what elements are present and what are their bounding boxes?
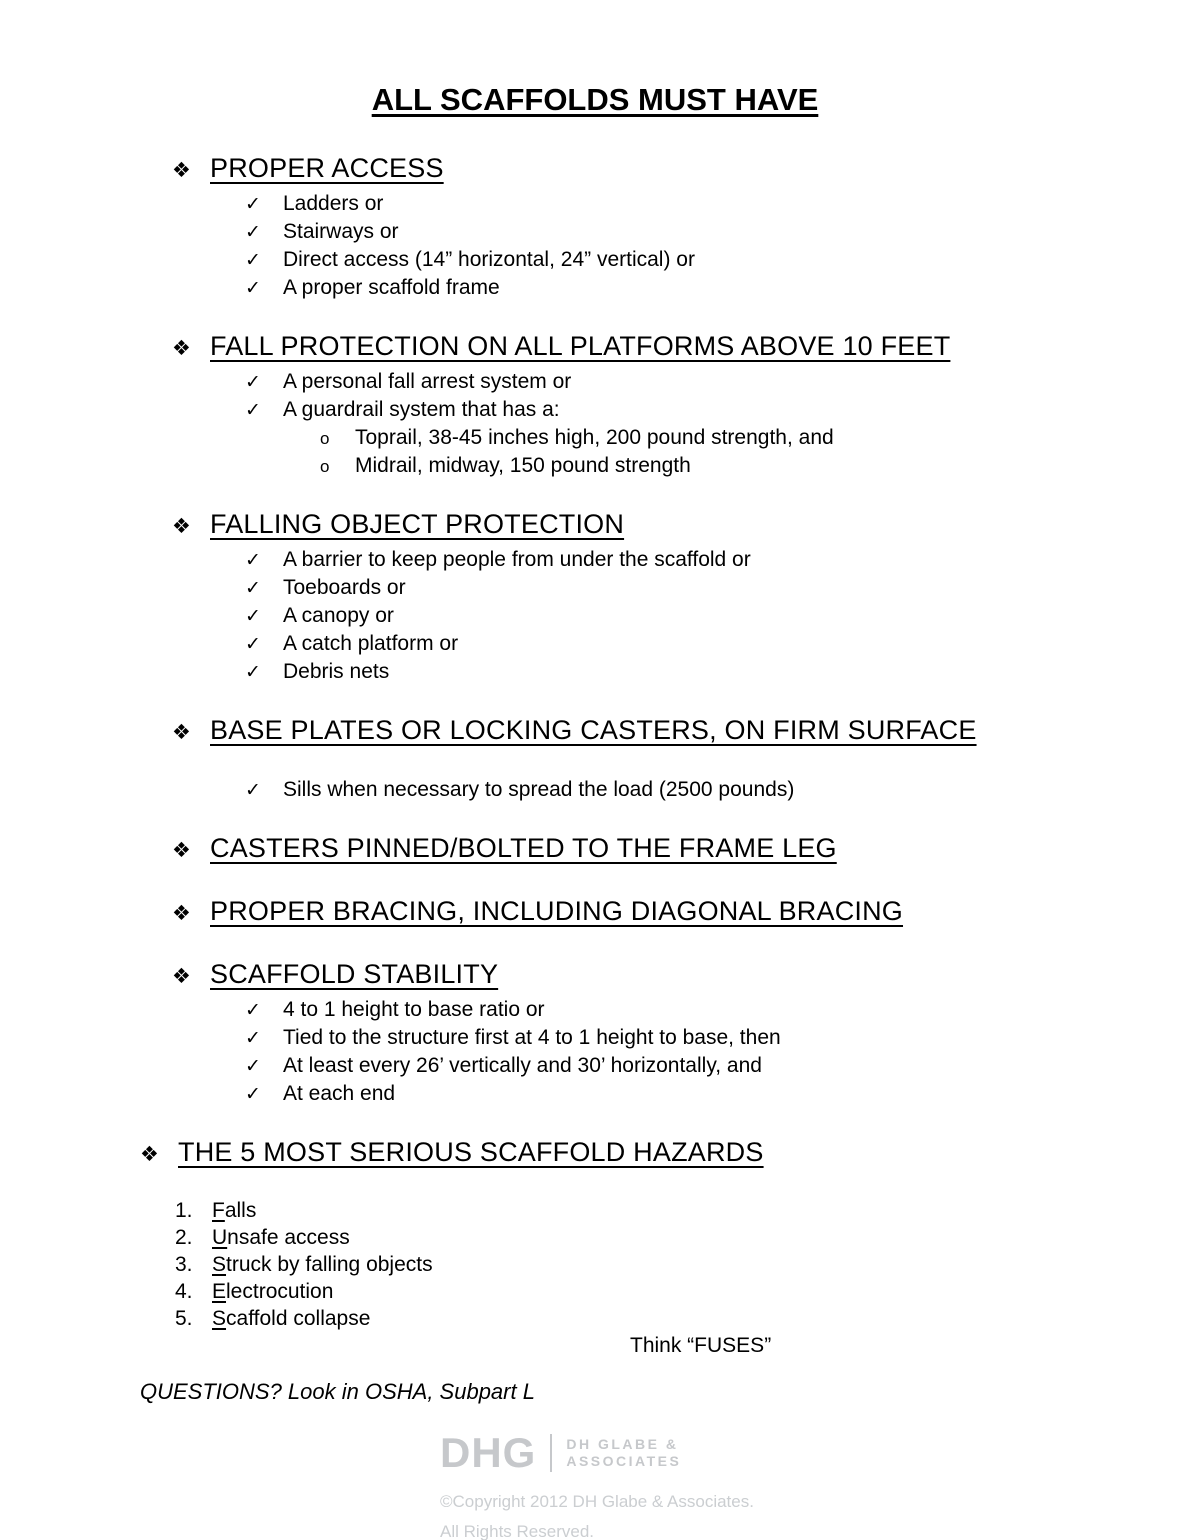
hazards-list <box>175 1197 1190 1332</box>
hazard-number: 4. <box>175 1280 193 1303</box>
hazard-first-letter: S <box>212 1307 227 1330</box>
hazard-number: 2. <box>175 1226 193 1249</box>
checkmark-icon: ✓ <box>245 634 261 655</box>
section-items <box>172 776 1190 804</box>
logo-caption <box>566 1436 681 1470</box>
list-item <box>245 246 1190 274</box>
section-heading <box>140 1136 1190 1171</box>
company-logo <box>440 1429 1190 1477</box>
section <box>172 895 1190 930</box>
checkmark-icon: ✓ <box>245 400 261 421</box>
section <box>172 958 1190 1108</box>
list-item-text: Sills when necessary to spread the load (2500 pounds) <box>283 778 795 801</box>
list-item-text: Debris nets <box>283 660 390 683</box>
section-heading-text: PROPER BRACING, INCLUDING DIAGONAL BRACING <box>210 896 904 926</box>
section <box>172 714 1190 804</box>
list-item-text: 4 to 1 height to base ratio or <box>283 998 545 1021</box>
hazard-first-letter: U <box>212 1226 228 1249</box>
list-item-text: Ladders or <box>283 192 384 215</box>
list-item-text: A personal fall arrest system or <box>283 370 572 393</box>
section <box>172 330 1190 480</box>
section-heading-text: SCAFFOLD STABILITY <box>210 959 499 989</box>
circle-bullet-icon: o <box>320 457 330 476</box>
list-item-text: Midrail, midway, 150 pound strength <box>355 454 691 477</box>
diamond-bullet-icon: ❖ <box>172 159 191 182</box>
logo-caption-line1: DH GLABE & <box>566 1436 679 1452</box>
section-heading <box>172 330 1190 365</box>
checkmark-icon: ✓ <box>245 372 261 393</box>
list-item <box>245 368 1190 396</box>
diamond-bullet-icon: ❖ <box>172 902 191 925</box>
sections-container <box>0 152 1190 1171</box>
list-item <box>245 274 1190 302</box>
diamond-bullet-icon: ❖ <box>172 515 191 538</box>
checkmark-icon: ✓ <box>245 1084 261 1105</box>
diamond-bullet-icon: ❖ <box>172 721 191 744</box>
checkmark-icon: ✓ <box>245 278 261 299</box>
list-item <box>245 546 1190 574</box>
checkmark-icon: ✓ <box>245 578 261 599</box>
section-items <box>172 368 1190 480</box>
list-item <box>245 776 1190 804</box>
section-heading-text: FALLING OBJECT PROTECTION <box>210 509 625 539</box>
list-item <box>245 190 1190 218</box>
list-item <box>245 218 1190 246</box>
hazard-item <box>175 1251 1190 1278</box>
page-title-text: ALL SCAFFOLDS MUST HAVE <box>371 82 819 117</box>
checkmark-icon: ✓ <box>245 1000 261 1021</box>
checkmark-icon: ✓ <box>245 194 261 215</box>
hazard-text: Unsafe access <box>212 1226 350 1249</box>
hazard-text: Electrocution <box>212 1280 334 1303</box>
list-item-text: Stairways or <box>283 220 399 243</box>
copyright <box>440 1487 1190 1540</box>
hazard-first-letter: F <box>212 1199 225 1222</box>
hazard-item <box>175 1197 1190 1224</box>
page-title <box>0 0 1190 118</box>
section-heading <box>172 508 1190 543</box>
list-item-text: At least every 26’ vertically and 30’ horizontally, and <box>283 1054 762 1077</box>
diamond-bullet-icon: ❖ <box>172 839 191 862</box>
section-heading-text: FALL PROTECTION ON ALL PLATFORMS ABOVE 10 FEET <box>210 331 951 361</box>
list-item <box>245 1080 1190 1108</box>
section-items <box>172 996 1190 1108</box>
section-heading-text: CASTERS PINNED/BOLTED TO THE FRAME LEG <box>210 833 837 863</box>
section-heading <box>172 832 1190 867</box>
list-item <box>320 424 1190 452</box>
dhg-logo-mark: DHG <box>440 1429 537 1476</box>
hazard-text: Scaffold collapse <box>212 1307 371 1330</box>
section-heading <box>172 152 1190 187</box>
questions-note: QUESTIONS? Look in OSHA, Subpart L <box>140 1379 535 1404</box>
hazard-number: 5. <box>175 1307 193 1330</box>
section <box>172 152 1190 302</box>
think-note: Think “FUSES” <box>630 1334 772 1357</box>
footer <box>440 1429 1190 1540</box>
logo-caption-line2: ASSOCIATES <box>566 1453 682 1469</box>
list-item-text: A guardrail system that has a: <box>283 398 560 421</box>
list-item <box>245 996 1190 1024</box>
list-item-text: At each end <box>283 1082 396 1105</box>
list-item <box>245 1052 1190 1080</box>
section-heading <box>172 958 1190 993</box>
diamond-bullet-icon: ❖ <box>172 965 191 988</box>
list-item-text: A catch platform or <box>283 632 459 655</box>
list-item <box>320 452 1190 480</box>
list-item-text: A proper scaffold frame <box>283 276 500 299</box>
list-item-text: Toeboards or <box>283 576 406 599</box>
list-item-text: A canopy or <box>283 604 394 627</box>
list-item <box>245 396 1190 424</box>
hazard-number: 1. <box>175 1199 193 1222</box>
checkmark-icon: ✓ <box>245 606 261 627</box>
list-item-text: Toprail, 38-45 inches high, 200 pound strength, and <box>355 426 834 449</box>
hazard-first-letter: S <box>212 1253 227 1276</box>
list-item <box>245 602 1190 630</box>
hazard-item <box>175 1224 1190 1251</box>
hazard-item <box>175 1305 1190 1332</box>
list-item-text: A barrier to keep people from under the scaffold or <box>283 548 751 571</box>
section-heading-text: THE 5 MOST SERIOUS SCAFFOLD HAZARDS <box>178 1137 764 1167</box>
list-item <box>245 658 1190 686</box>
checkmark-icon: ✓ <box>245 550 261 571</box>
section <box>140 1136 1190 1171</box>
checkmark-icon: ✓ <box>245 662 261 683</box>
copyright-line1: ©Copyright 2012 DH Glabe & Associates. <box>440 1492 754 1511</box>
list-item <box>245 630 1190 658</box>
hazard-text: Struck by falling objects <box>212 1253 433 1276</box>
list-item <box>245 1024 1190 1052</box>
section-items <box>172 190 1190 302</box>
section-heading <box>172 895 1190 930</box>
logo-separator <box>550 1434 552 1472</box>
section <box>172 832 1190 867</box>
list-item-text: Tied to the structure first at 4 to 1 height to base, then <box>283 1026 781 1049</box>
list-item <box>245 574 1190 602</box>
checkmark-icon: ✓ <box>245 1056 261 1077</box>
section-heading-text: PROPER ACCESS <box>210 153 444 183</box>
hazard-item <box>175 1278 1190 1305</box>
hazard-text: Falls <box>212 1199 257 1222</box>
list-item-text: Direct access (14” horizontal, 24” vertical) or <box>283 248 695 271</box>
checkmark-icon: ✓ <box>245 250 261 271</box>
section <box>172 508 1190 686</box>
section-items <box>172 546 1190 686</box>
checkmark-icon: ✓ <box>245 1028 261 1049</box>
checkmark-icon: ✓ <box>245 222 261 243</box>
hazard-first-letter: E <box>212 1280 227 1303</box>
diamond-bullet-icon: ❖ <box>172 337 191 360</box>
copyright-line2: All Rights Reserved. <box>440 1522 595 1540</box>
section-heading-text: BASE PLATES OR LOCKING CASTERS, ON FIRM SURFACE <box>210 715 977 745</box>
circle-bullet-icon: o <box>320 429 330 448</box>
hazard-number: 3. <box>175 1253 193 1276</box>
checkmark-icon: ✓ <box>245 780 261 801</box>
diamond-bullet-icon: ❖ <box>140 1143 159 1166</box>
section-heading <box>172 714 1190 749</box>
